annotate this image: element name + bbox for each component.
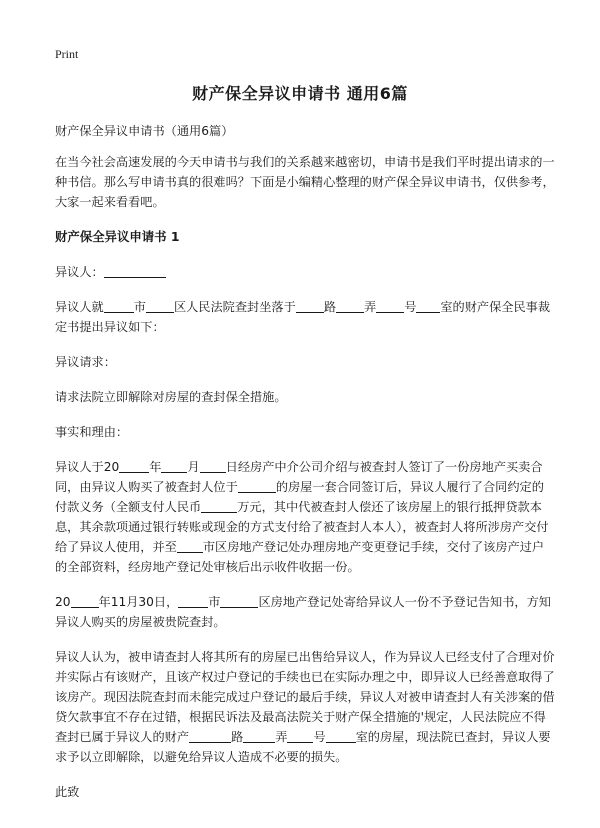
applicant-line xyxy=(55,262,555,282)
notice-paragraph: 20 年11月30日， 市 区房地产登记处寄给异议人一份不予登记告知书，方知异议人购买的房屋被贵院查封。 xyxy=(55,595,551,629)
document-subtitle: 财产保全异议申请书（通用6篇） xyxy=(55,124,234,138)
facts-paragraph: 异议人于20 年 月 日经房产中介公司介绍与被查封人签订了一份房地产买卖合同，由异议人购买了被查封人位于 的房屋一套合同签订后，异议人履行了合同约定的付款义务（全额支付人民币 万元，其中代被查封人偿还了该房屋上的银行抵押贷款本息，其余款项通过银行转账或现金的方式支付给了被查封人本人），被查封人将所涉房产交付给了异议人使用，并至 市区房地产登记处办理房地产变更登记手续，交付了该房产过户的全部资料，经房地产登记处审核后出示收件收据一份。 xyxy=(55,460,549,574)
document-body xyxy=(55,121,555,817)
applicant-blank xyxy=(104,263,166,278)
request-text: 请求法院立即解除对房屋的查封保全措施。 xyxy=(55,390,287,404)
facts-label: 事实和理由： xyxy=(55,425,129,439)
document-title: 财产保全异议申请书 通用6篇 xyxy=(192,84,408,103)
section-heading: 财产保全异议申请书 1 xyxy=(55,229,180,244)
request-label: 异议请求： xyxy=(55,355,116,369)
closing-text: 此致 xyxy=(55,785,80,799)
argument-paragraph: 异议人认为，被申请查封人将其所有的房屋已出售给异议人，作为异议人已经支付了合理对价并实际占有该财产，且该产权过户登记的手续也已在实际办理之中，即异议人已经善意取得了该房产。现因法院查封而未能完成过户登记的最后手续，异议人对被申请查封人有关涉案的借贷欠款事宜不存在过错，根据民诉法及最高法院关于财产保全措施的'规定，人民法院应不得查封已属于异议人的财产 路 弄 号 室的房屋，现法院已查封，异议人要求予以立即解除，以避免给异议人造成不必要的损失。 xyxy=(55,650,555,764)
print-link[interactable]: Print xyxy=(55,47,79,61)
court-paragraph: 异议人就 市 区人民法院查封坐落于 路 弄 号 室的财产保全民事裁定书提出异议如下： xyxy=(55,300,551,334)
applicant-label: 异议人： xyxy=(55,265,104,279)
intro-paragraph: 在当今社会高速发展的今天申请书与我们的关系越来越密切，申请书是我们平时提出请求的一种书信。那么写申请书真的很难吗？下面是小编精心整理的财产保全异议申请书，仅供参考，大家一起来看看吧。 xyxy=(55,155,555,209)
